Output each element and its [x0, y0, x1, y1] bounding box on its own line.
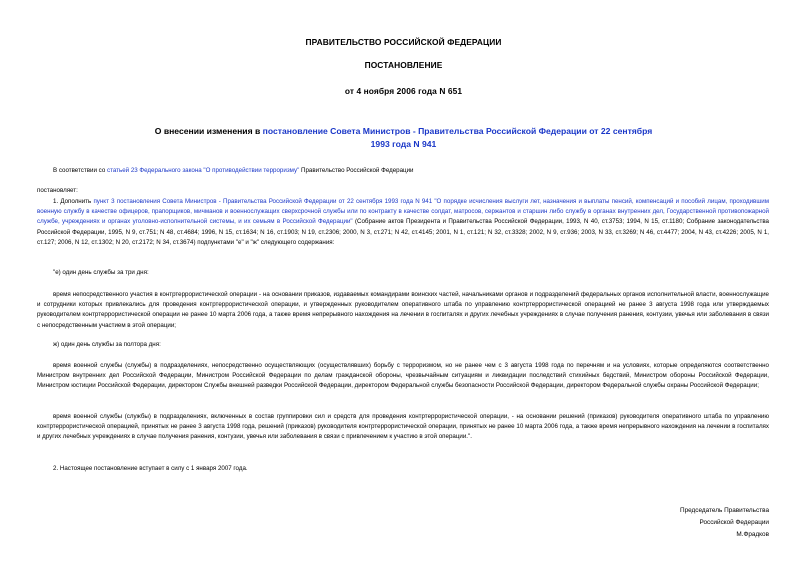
signature-block: [569, 505, 769, 542]
item-1-paragraph: [37, 197, 769, 248]
resolves-text: постановляет:: [37, 187, 78, 194]
document-title: [150, 125, 657, 151]
preamble-before: В соответствии со: [53, 167, 107, 174]
sub-e-paragraph: время непосредственного участия в контртеррористической операции - на основании приказов, издаваемых командирами воинских частей, начальниками органов и подразделений федеральных органов исполнительной власти, военнослужащие и сотрудники которых привлекались для проведения контртеррористической операции, и утвержденных руководителем оперативного штаба по управлению контртеррористической операцией не ранее 3 августа 1998 года или утверждаемых руководителем контртеррористической операции не ранее 10 марта 2006 года, а также время непрерывного нахождения на лечении в госпиталях и других лечебных учреждениях в случае получения ранения, контузии, увечья или заболевания в связи с непосредственным участием в этой операции;: [37, 291, 769, 329]
preamble-link[interactable]: статьей 23 Федерального закона "О противодействии терроризму": [106, 167, 300, 174]
item-1-after: (Собрание актов Президента и Правительства Российской Федерации, 1993, N 40, ст.3753; 1994, N 15, ст.1180; Собрание законодательства Российской Федерации, 1995, N 9, ст.751; N 48, ст.4684; 1996, N 15, ст.1634; N 16, ст.1903; N 19, ст.2306; 2000, N 3, ст.271; N 42, ст.4145; 2001, N 1, ст.121; N 32, ст.3328; 2002, N 9, ст.936; 2003, N 33, ст.3269; N 46, ст.4477; 2004, N 43, ст.4226; 2005, N 1, ст.127; 2006, N 12, ст.1302; N 20, ст.2172; N 34, ст.3674) подпунктами "е" и "ж" следующего содержания:: [37, 218, 769, 246]
sub-zh-paragraph-1: время военной службы (службы) в подразделениях, непосредственно осуществляющих (осуществлявших) борьбу с терроризмом, но не ранее чем с 3 августа 1998 года по перечням и на условиях, которые определяются соответственно Министром внутренних дел Российской Федерации, Министром Российской Федерации по делам гражданской обороны, чрезвычайным ситуациям и ликвидации последствий стихийных бедствий, Министром обороны Российской Федерации, Министром юстиции Российской Федерации, директором Службы внешней разведки Российской Федерации, директором Федеральной службы безопасности Российской Федерации, директором Федеральной службы охраны Российской Федерации;: [37, 362, 769, 390]
item-1-before: 1. Дополнить: [53, 198, 94, 205]
title-prefix: О внесении изменения в: [154, 126, 263, 136]
preamble-after: Правительство Российской Федерации: [299, 167, 414, 174]
item-1-link[interactable]: пункт 3 постановления Совета Министров - Правительства Российской Федерации от 22 сентября 1993 года N 941 "О порядке исчисления выслуги лет, назначения и выплаты пенсий, компенсаций и пособий лицам, проходившим военную службу в качестве офицеров, прапорщиков, мичманов и военнослужащих сверхсрочной службы или по контракту в качестве солдат, матросов, сержантов и старшин либо службу в органах внутренних дел, Государственной противопожарной службе, учреждениях и органах уголовно-исполнительной системы, и их семьям в Российской Федерации": [37, 198, 770, 226]
sub-zh-heading: ж) один день службы за полтора дня:: [53, 341, 161, 348]
government-heading: ПРАВИТЕЛЬСТВО РОССИЙСКОЙ ФЕДЕРАЦИИ: [305, 37, 502, 47]
signature-name: М.Фрадков: [736, 531, 769, 539]
preamble: [37, 166, 769, 176]
title-link[interactable]: постановление Совета Министров - Правительства Российской Федерации от 22 сентября 1993 года N 941: [262, 126, 653, 149]
document-type-heading: ПОСТАНОВЛЕНИЕ: [364, 60, 443, 70]
signature-position: Председатель Правительства: [680, 507, 769, 514]
sub-zh-paragraph-2: время военной службы (службы) в подразделениях, включенных в состав группировки сил и средств для проведения контртеррористической операции, - на основании решений (приказов) руководителя оперативного штаба по управлению контртеррористической операцией, принятых не ранее 3 августа 1998 года, решений (приказов) руководителя контртеррористической операции, принятых не ранее 10 марта 2006 года, а также время непрерывного нахождения на лечении в госпиталях и других лечебных учреждениях в случае получения ранения, контузии, увечья или заболевания в связи с привлечением к участию в этой операции.".: [37, 413, 769, 441]
item-2-paragraph: 2. Настоящее постановление вступает в силу с 1 января 2007 года.: [53, 465, 248, 472]
signature-organization: Российской Федерации: [699, 519, 769, 527]
date-number-heading: от 4 ноября 2006 года N 651: [344, 86, 463, 96]
sub-e-heading: "е) один день службы за три дня:: [53, 269, 149, 276]
